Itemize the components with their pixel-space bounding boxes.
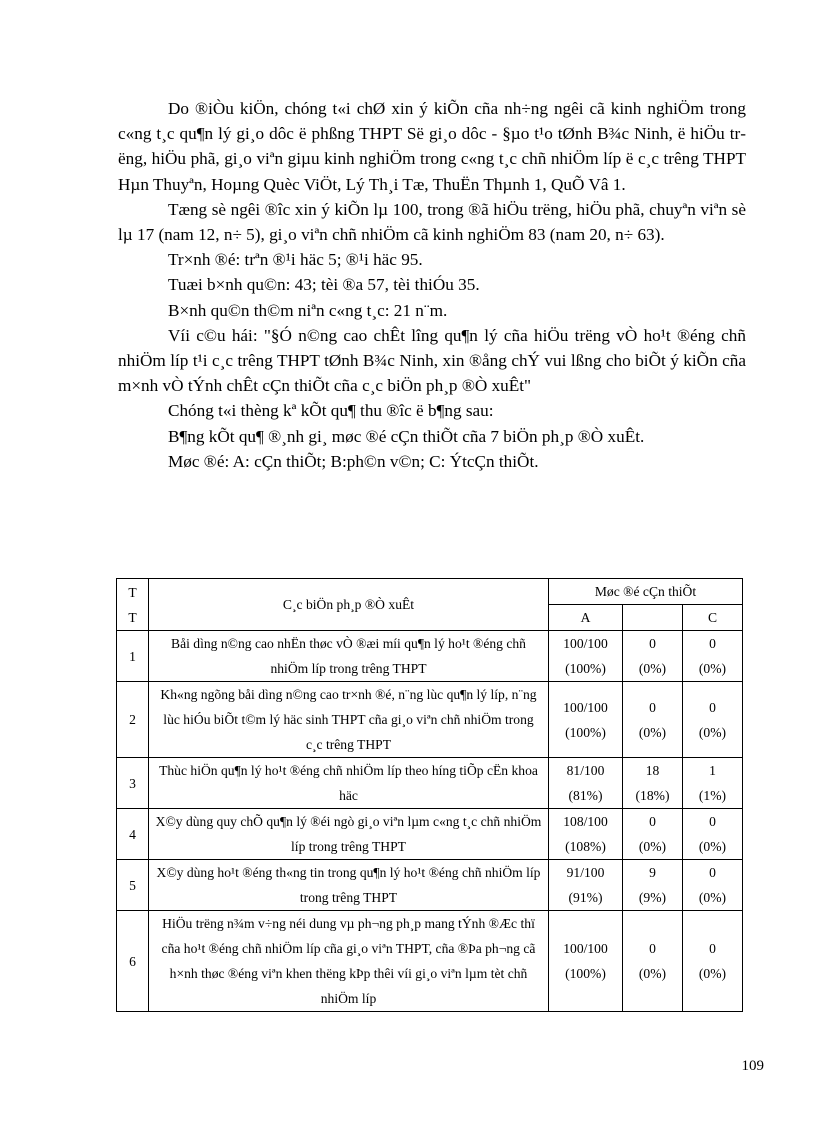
value-b: 0 (0%) (623, 809, 683, 860)
paragraph-statistics-intro: Chóng t«i thèng kª kÕt qu¶ thu ®îc ë b¶ng sau: (168, 401, 494, 421)
value-b: 0 (0%) (623, 682, 683, 758)
value-b: 9 (9%) (623, 860, 683, 911)
table-row (117, 809, 743, 860)
value-a: 91/100 (91%) (549, 860, 623, 911)
header-c: C (683, 605, 743, 631)
table-row (117, 911, 743, 1012)
value-c: 0 (0%) (683, 682, 743, 758)
value-a: 108/100 (108%) (549, 809, 623, 860)
row-number: 5 (117, 860, 149, 911)
value-a: 100/100 (100%) (549, 631, 623, 682)
paragraph-question: Víi c©u hái: "§Ó n©ng cao chÊt lîng qu¶n lý cña hiÖu trëng vÒ ho¹t ®éng chñ nhiÖm líp t¹i c¸c trêng THPT tØnh B¾c Ninh, xin ®ång chÝ vui lßng cho biÕt ý kiÕn cña m×nh vÒ tÝnh chÊt cÇn thiÕt cña c¸c biÖn ph¸p ®Ò xuÊt" (118, 325, 746, 396)
body-text (118, 96, 746, 474)
value-c: 0 (0%) (683, 631, 743, 682)
header-a: A (549, 605, 623, 631)
value-b: 0 (0%) (623, 631, 683, 682)
paragraph-survey-scope: Do ®iÒu kiÖn, chóng t«i chØ xin ý kiÕn cña nh÷ng ngêi cã kinh nghiÖm trong c«ng t¸c qu¶n lý gi¸o dôc ë phßng THPT Së gi¸o dôc - §µo t¹o tØnh B¾c Ninh, ë hiÖu trëng, hiÖu phã, gi¸o viªn giµu kinh nghiÖm trong c«ng t¸c chñ nhiÖm líp ë c¸c trêng THPT Hµn Thuyªn, Hoµng Quèc ViÖt, Lý Th¸i Tæ, ThuËn Thµnh 1, QuÕ Vâ 1. (118, 99, 746, 194)
value-c: 1 (1%) (683, 758, 743, 809)
measure-text: X©y dùng quy chÕ qu¶n lý ®éi ngò gi¸o viªn lµm c«ng t¸c chñ nhiÖm líp trong trêng THPT (149, 809, 549, 860)
measure-text: Båi dìng n©ng cao nhËn thøc vÒ ®æi míi qu¶n lý ho¹t ®éng chñ nhiÖm líp trong trêng THPT (149, 631, 549, 682)
measure-text: Thùc hiÖn qu¶n lý ho¹t ®éng chñ nhiÖm líp theo híng tiÕp cËn khoa häc (149, 758, 549, 809)
header-measures: C¸c biÖn ph¸p ®Ò xuÊt (149, 579, 549, 631)
value-c: 0 (0%) (683, 911, 743, 1012)
header-b (623, 605, 683, 631)
table-row (117, 860, 743, 911)
value-a: 100/100 (100%) (549, 911, 623, 1012)
measure-text: X©y dùng ho¹t ®éng th«ng tin trong qu¶n lý ho¹t ®éng chñ nhiÖm líp trong trêng THPT (149, 860, 549, 911)
value-b: 18 (18%) (623, 758, 683, 809)
table-row (117, 758, 743, 809)
table-row (117, 682, 743, 758)
row-number: 4 (117, 809, 149, 860)
value-c: 0 (0%) (683, 860, 743, 911)
header-level: Møc ®é cÇn thiÕt (549, 579, 743, 605)
table-row (117, 631, 743, 682)
measure-text: Kh«ng ngõng båi dìng n©ng cao tr×nh ®é, n¨ng lùc qu¶n lý líp, n¨ng lùc hiÓu biÕt t©m lý häc sinh THPT cña gi¸o viªn chñ nhiÖm trong c¸c trêng THPT (149, 682, 549, 758)
value-c: 0 (0%) (683, 809, 743, 860)
paragraph-age: Tuæi b×nh qu©n: 43; tèi ®a 57, tèi thiÓu 35. (168, 275, 480, 295)
paragraph-education-level: Tr×nh ®é: trªn ®¹i häc 5; ®¹i häc 95. (168, 250, 423, 270)
row-number: 2 (117, 682, 149, 758)
table-caption: B¶ng kÕt qu¶ ®¸nh gi¸ møc ®é cÇn thiÕt cña 7 biÖn ph¸p ®Ò xuÊt. (168, 426, 645, 446)
paragraph-seniority: B×nh qu©n th©m niªn c«ng t¸c: 21 n¨m. (168, 300, 448, 320)
value-a: 81/100 (81%) (549, 758, 623, 809)
row-number: 1 (117, 631, 149, 682)
row-number: 6 (117, 911, 149, 1012)
table-header-row (117, 579, 743, 605)
header-tt: T T (117, 579, 149, 631)
value-b: 0 (0%) (623, 911, 683, 1012)
paragraph-respondent-count: Tæng sè ngêi ®îc xin ý kiÕn lµ 100, trong ®ã hiÖu trëng, hiÖu phã, chuyªn viªn sè lµ 17 (nam 12, n÷ 5), gi¸o viªn chñ nhiÖm cã kinh nghiÖm 83 (nam 20, n÷ 63). (118, 199, 746, 245)
survey-results-table (116, 578, 743, 1012)
page-number: 109 (741, 1058, 764, 1074)
level-legend: Møc ®é: A: cÇn thiÕt; B:ph©n v©n; C: ÝtcÇn thiÕt. (168, 451, 539, 471)
value-a: 100/100 (100%) (549, 682, 623, 758)
row-number: 3 (117, 758, 149, 809)
measure-text: HiÖu trëng n¾m v÷ng néi dung vµ ph¬ng ph¸p mang tÝnh ®Æc thï cña ho¹t ®éng chñ nhiÖm líp cña gi¸o viªn THPT, cña ®Þa ph¬ng cã h×nh thøc ®éng viªn khen thëng kÞp thêi víi gi¸o viªn lµm tèt chñ nhiÖm líp (149, 911, 549, 1012)
